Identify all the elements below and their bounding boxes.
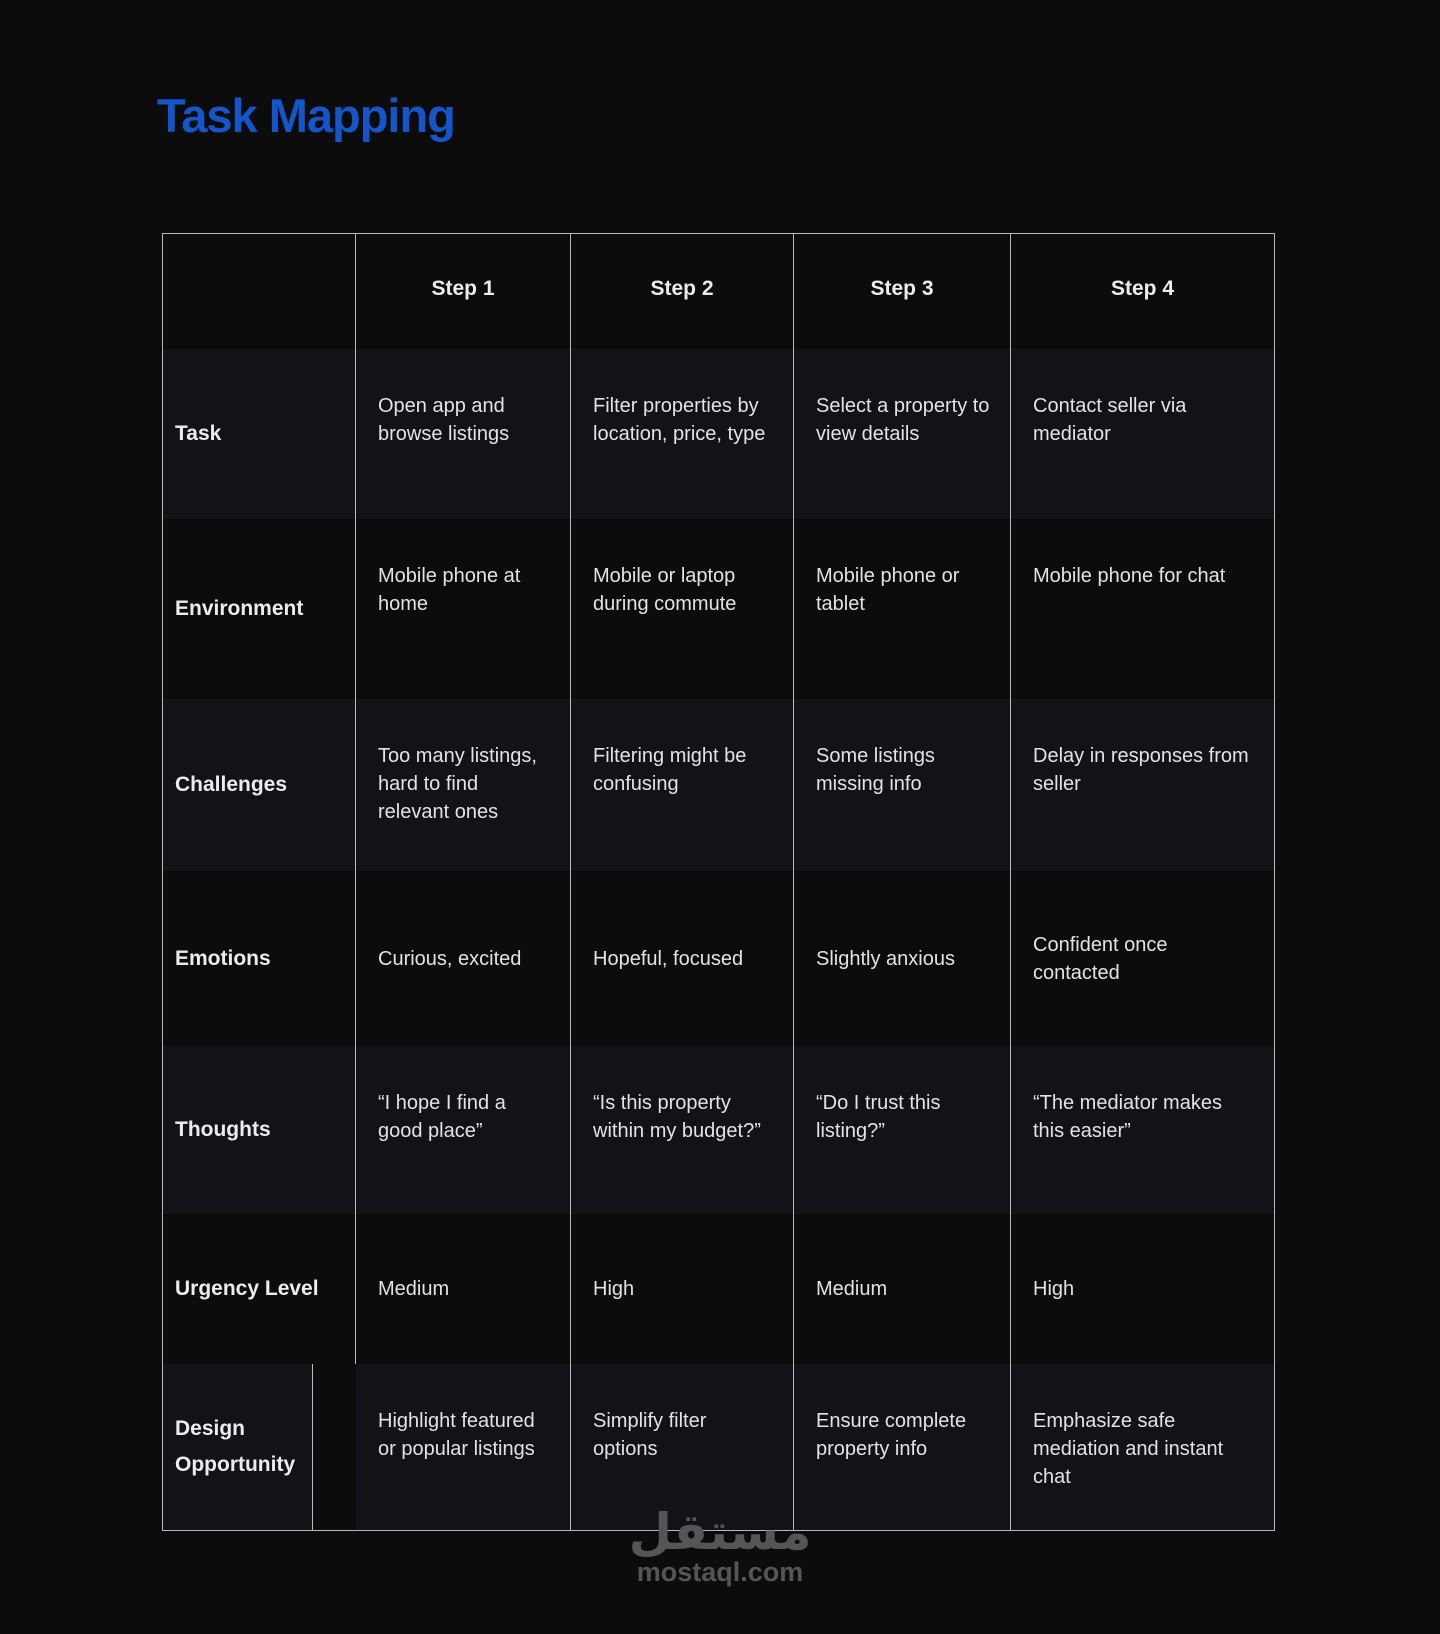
header-step-3: Step 3 (794, 234, 1011, 349)
table-cell: Slightly anxious (794, 871, 1011, 1046)
table-cell: Delay in responses from seller (1011, 699, 1274, 871)
header-step-4: Step 4 (1011, 234, 1274, 349)
table-cell: Mobile phone at home (356, 519, 571, 699)
page-title: Task Mapping (157, 89, 455, 142)
table-cell: Mobile or laptop during commute (571, 519, 794, 699)
table-cell: “The mediator makes this easier” (1011, 1046, 1274, 1214)
table-cell: Mobile phone or tablet (794, 519, 1011, 699)
table-cell: High (1011, 1214, 1274, 1364)
row-label-challenges: Challenges (163, 699, 356, 871)
header-step-1: Step 1 (356, 234, 571, 349)
header-corner (163, 234, 356, 349)
row-label-design-opportunity: Design Opportunity (163, 1364, 313, 1530)
table-cell: Contact seller via mediator (1011, 349, 1274, 519)
watermark-logo: مستقل (628, 1503, 812, 1561)
watermark-text: mostaql.com (636, 1557, 804, 1587)
row-label-urgency-level: Urgency Level (163, 1214, 356, 1364)
table-cell: Filter properties by location, price, type (571, 349, 794, 519)
row-label-task: Task (163, 349, 356, 519)
table-cell: Mobile phone for chat (1011, 519, 1274, 699)
header-step-2: Step 2 (571, 234, 794, 349)
table-cell: “Do I trust this listing?” (794, 1046, 1011, 1214)
table-cell: Curious, excited (356, 871, 571, 1046)
table-cell: Filtering might be confusing (571, 699, 794, 871)
table-cell: Medium (356, 1214, 571, 1364)
table-cell: Emphasize safe mediation and instant chat (1011, 1364, 1274, 1530)
table-cell: Confident once contacted (1011, 871, 1274, 1046)
table-cell: Some listings missing info (794, 699, 1011, 871)
watermark (0, 1505, 1440, 1587)
table-cell: Too many listings, hard to find relevant ones (356, 699, 571, 871)
table-cell: Medium (794, 1214, 1011, 1364)
row-label-thoughts: Thoughts (163, 1046, 356, 1214)
row-label-environment: Environment (163, 519, 356, 699)
table-cell: Ensure complete property info (794, 1364, 1011, 1530)
table-cell: Select a property to view details (794, 349, 1011, 519)
row-label-emotions: Emotions (163, 871, 356, 1046)
table-cell: Highlight featured or popular listings (356, 1364, 571, 1530)
table-cell: Hopeful, focused (571, 871, 794, 1046)
table-cell: “Is this property within my budget?” (571, 1046, 794, 1214)
table-cell: “I hope I find a good place” (356, 1046, 571, 1214)
table-cell: High (571, 1214, 794, 1364)
table-cell: Simplify filter options (571, 1364, 794, 1530)
task-mapping-table (162, 233, 1275, 1531)
table-cell: Open app and browse listings (356, 349, 571, 519)
